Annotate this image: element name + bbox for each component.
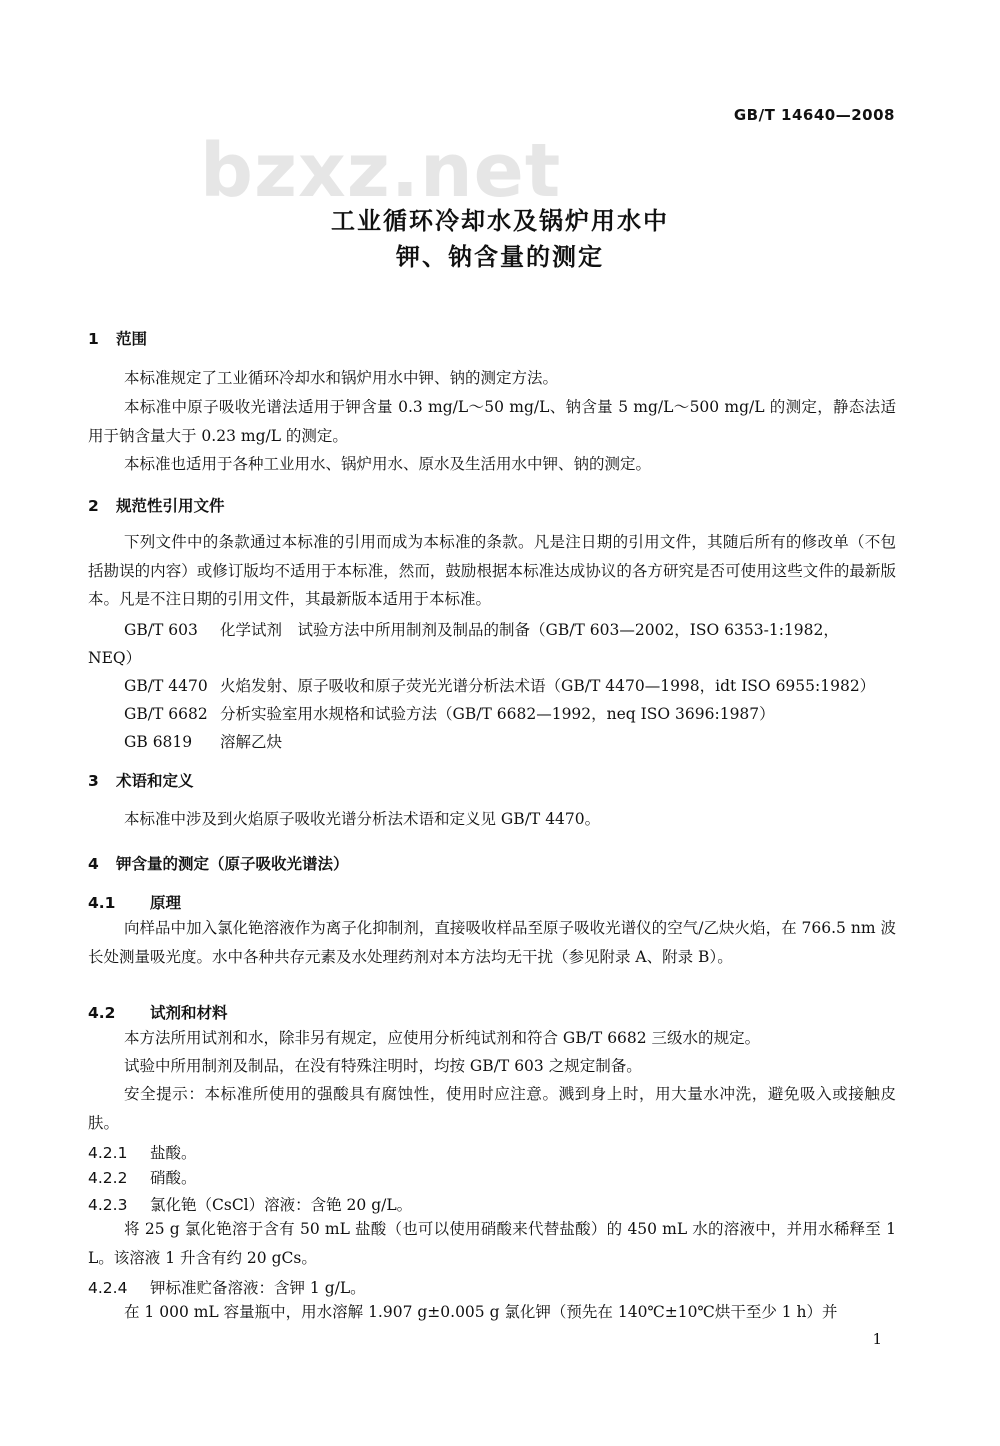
section-title: 规范性引用文件 bbox=[116, 497, 225, 515]
section-title: 范围 bbox=[116, 330, 148, 348]
page-number: 1 bbox=[872, 1330, 882, 1348]
section-1-paragraph-3: 本标准也适用于各种工业用水、锅炉用水、原水及生活用水中钾、钠的测定。 bbox=[124, 455, 652, 473]
reference-text: 分析实验室用水规格和试验方法（GB/T 6682—1992，neq ISO 3696:1987） bbox=[220, 705, 775, 723]
reference-item bbox=[124, 618, 839, 640]
reference-text: 火焰发射、原子吸收和原子荧光光谱分析法术语（GB/T 4470—1998，idt ISO 6955:1982） bbox=[220, 677, 876, 695]
subsection-number: 4.2 bbox=[88, 1004, 116, 1022]
subsection-4-2-paragraph-2: 试验中所用制剂及制品，在没有特殊注明时，均按 GB/T 603 之规定制备。 bbox=[124, 1057, 642, 1075]
subsection-4-1-heading bbox=[88, 891, 181, 913]
section-number: 1 bbox=[88, 330, 99, 348]
item-number: 4.2.3 bbox=[88, 1196, 128, 1214]
subsection-title: 试剂和材料 bbox=[150, 1004, 228, 1022]
subsection-4-2-paragraph-1: 本方法所用试剂和水，除非另有规定，应使用分析纯试剂和符合 GB/T 6682 三级水的规定。 bbox=[124, 1029, 761, 1047]
subsection-4-2-paragraph-5: 在 1 000 mL 容量瓶中，用水溶解 1.907 g±0.005 g 氯化钾（预先在 140℃±10℃烘干至少 1 h）并 bbox=[124, 1303, 838, 1321]
item-text: 氯化铯（CsCl）溶液：含铯 20 g/L。 bbox=[150, 1196, 413, 1214]
item-number: 4.2.1 bbox=[88, 1144, 128, 1162]
subsection-4-2-heading bbox=[88, 1001, 228, 1023]
reference-item bbox=[124, 702, 775, 724]
standard-code: GB/T 14640—2008 bbox=[733, 106, 895, 124]
section-number: 2 bbox=[88, 497, 99, 515]
reference-item bbox=[124, 674, 875, 696]
document-title-line2: 钾、钠含量的测定 bbox=[396, 243, 604, 271]
reference-code: GB/T 603 bbox=[124, 621, 198, 639]
watermark: bzxz.net bbox=[200, 128, 562, 214]
section-2-heading bbox=[88, 494, 225, 516]
subsection-4-1-paragraph: 向样品中加入氯化铯溶液作为离子化抑制剂，直接吸收样品至原子吸收光谱仪的空气/乙炔火焰，在 766.5 nm 波长处测量吸光度。水中各种共存元素及水处理药剂对本方法均无干扰（参见附录 A、附录 B）。 bbox=[88, 919, 896, 966]
item-number: 4.2.4 bbox=[88, 1279, 128, 1297]
section-title: 钾含量的测定（原子吸收光谱法） bbox=[116, 855, 349, 873]
item-text: 盐酸。 bbox=[150, 1144, 197, 1162]
subsection-title: 原理 bbox=[150, 894, 182, 912]
section-1-heading bbox=[88, 327, 147, 349]
list-item bbox=[88, 1193, 412, 1215]
list-item bbox=[88, 1276, 366, 1298]
section-number: 4 bbox=[88, 855, 99, 873]
item-number: 4.2.2 bbox=[88, 1169, 128, 1187]
document-title-line1: 工业循环冷却水及锅炉用水中 bbox=[331, 207, 669, 235]
reference-text: 化学试剂 试验方法中所用制剂及制品的制备（GB/T 603—2002，ISO 6353-1:1982， bbox=[220, 621, 839, 639]
list-item bbox=[88, 1166, 197, 1188]
reference-item bbox=[124, 730, 282, 752]
section-3-paragraph-1: 本标准中涉及到火焰原子吸收光谱分析法术语和定义见 GB/T 4470。 bbox=[124, 810, 601, 828]
reference-continuation: NEQ） bbox=[88, 649, 142, 667]
section-1-paragraph-1: 本标准规定了工业循环冷却水和锅炉用水中钾、钠的测定方法。 bbox=[124, 369, 559, 387]
section-1-paragraph-2: 本标准中原子吸收光谱法适用于钾含量 0.3 mg/L～50 mg/L、钠含量 5 mg/L～500 mg/L 的测定，静态法适用于钠含量大于 0.23 mg/L 的测定。 bbox=[88, 398, 896, 445]
section-3-heading bbox=[88, 769, 194, 791]
reference-code: GB/T 4470 bbox=[124, 677, 208, 695]
subsection-number: 4.1 bbox=[88, 894, 116, 912]
item-text: 硝酸。 bbox=[150, 1169, 197, 1187]
section-2-paragraph-1: 下列文件中的条款通过本标准的引用而成为本标准的条款。凡是注日期的引用文件，其随后所有的修改单（不包括勘误的内容）或修订版均不适用于本标准，然而，鼓励根据本标准达成协议的各方研究是否可使用这些文件的最新版本。凡是不注日期的引用文件，其最新版本适用于本标准。 bbox=[88, 533, 896, 608]
section-title: 术语和定义 bbox=[116, 772, 194, 790]
reference-code: GB 6819 bbox=[124, 733, 193, 751]
safety-note: 安全提示：本标准所使用的强酸具有腐蚀性，使用时应注意。溅到身上时，用大量水冲洗，避免吸入或接触皮肤。 bbox=[88, 1085, 896, 1132]
reference-text: 溶解乙炔 bbox=[220, 733, 283, 751]
subsection-4-2-paragraph-4: 将 25 g 氯化铯溶于含有 50 mL 盐酸（也可以使用硝酸来代替盐酸）的 450 mL 水的溶液中，并用水稀释至 1 L。该溶液 1 升含有约 20 gCs。 bbox=[88, 1220, 896, 1267]
list-item bbox=[88, 1141, 197, 1163]
section-number: 3 bbox=[88, 772, 99, 790]
section-4-heading bbox=[88, 852, 349, 874]
reference-code: GB/T 6682 bbox=[124, 705, 208, 723]
item-text: 钾标准贮备溶液：含钾 1 g/L。 bbox=[150, 1279, 366, 1297]
